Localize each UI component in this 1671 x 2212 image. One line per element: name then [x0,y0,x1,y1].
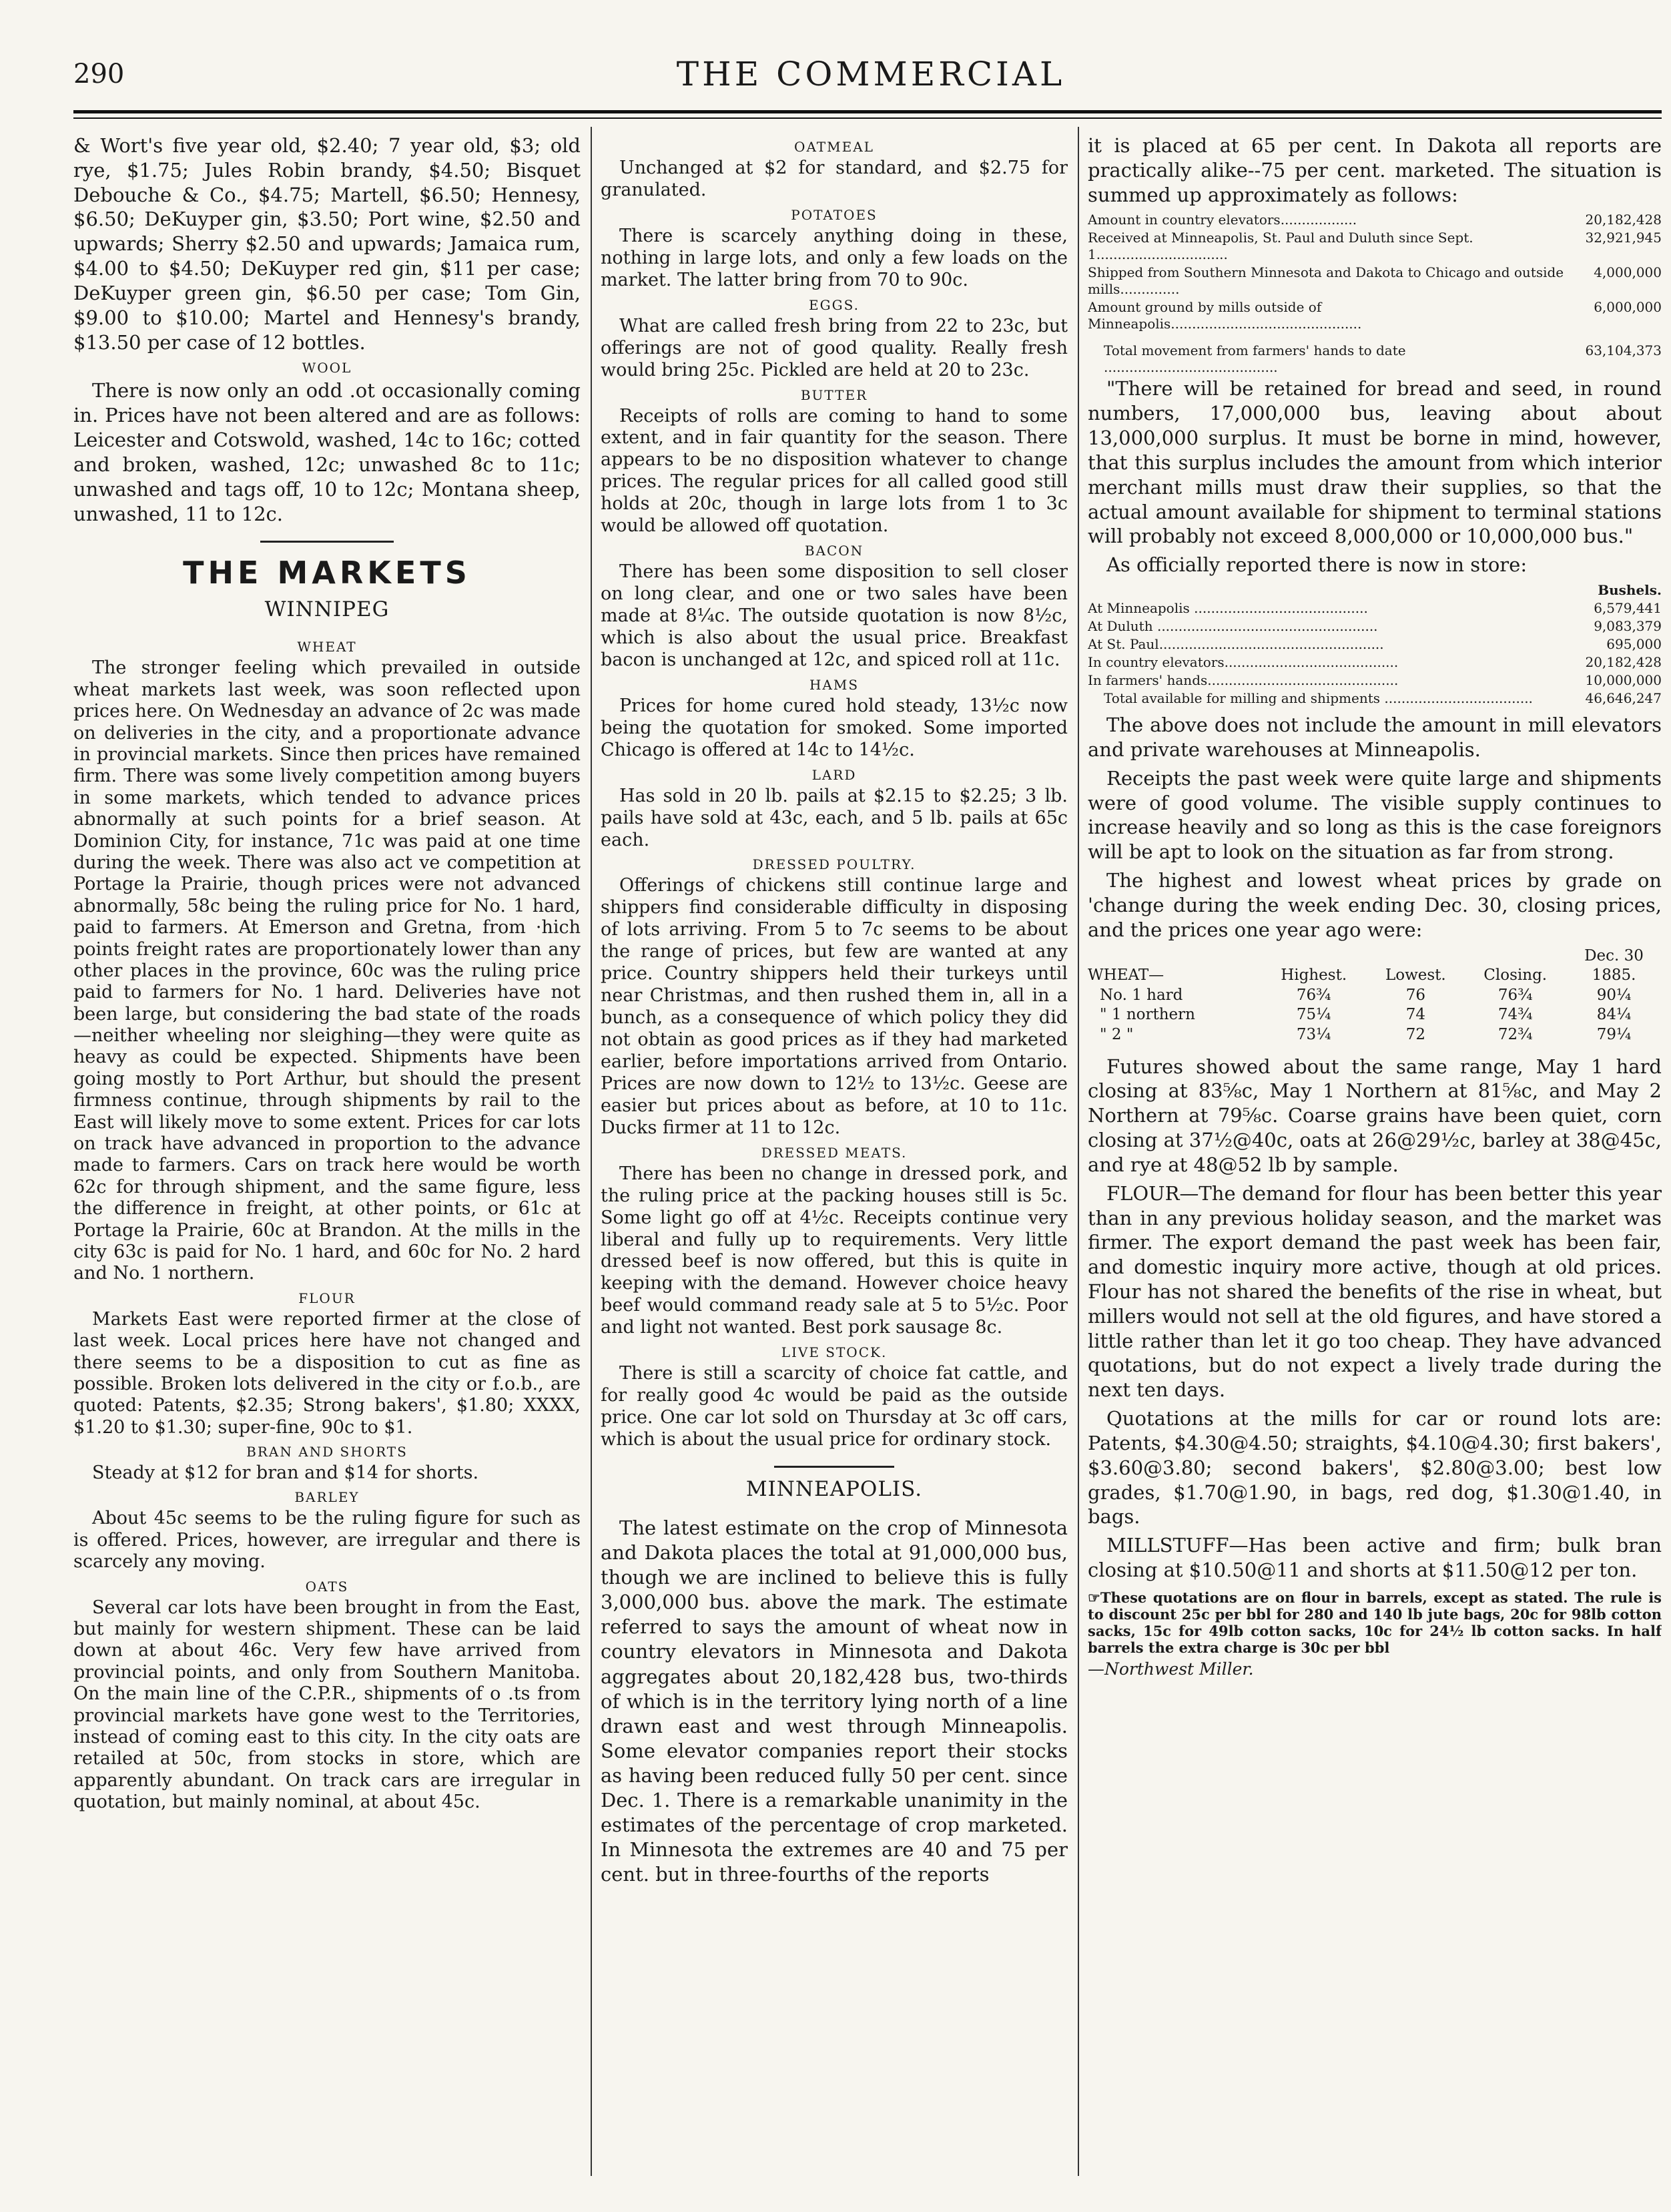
table-row: In country elevators......................................... 20,182,428 [1088,654,1662,671]
hams-paragraph: Prices for home cured hold steady, 13½c now being the quotation for smoked. Some imported Chicago is offered at 14c to 14½c. [601,695,1068,760]
poultry-paragraph: Offerings of chickens still continue large and shippers find considerable difficulty in disposing of lots arriving. From 5 to 7c seems to be about the range of prices, but few are wanted at any price. Country shippers held their turkeys until near Christmas, and then rushed them in, all in a bunch, as a consequence of which policy they did not obtain as good prices as if they had marketed earlier, before importations arrived from Ontario. Prices are now down to 12½ to 13½c. Geese are easier but prices about as before, at 10 to 11c. Ducks firmer at 11 to 12c. [601,875,1068,1138]
wool-paragraph: There is now only an odd .ot occasionally coming in. Prices have not been altered and are as follows: Leicester and Cotswold, washed, 14c to 16c; cotted and broken, washed, 12c; unwashed 8c to 11c; unwashed and tags off, 10 to 12c; Montana sheep, unwashed, 11 to 12c. [73,379,581,525]
table-row: At Duluth .................................................... 9,083,379 [1088,618,1662,635]
table-row: Total movement from farmers' hands to date ......................................... 63,104,373 [1104,342,1662,376]
column-divider [591,127,592,2176]
column-divider [1078,127,1079,2176]
mill-paragraph: The above does not include the amount in mill elevators and private warehouses at Minneapolis. [1088,714,1662,761]
table-row: Dec. 30 [1584,946,1644,964]
markets-title: THE MARKETS [183,555,471,591]
summary-table [1088,211,1662,376]
section-heading-poultry: DRESSED POULTRY. [752,856,916,873]
column-1 [73,133,581,2199]
quote-paragraph: "There will be retained for bread and seed, in round numbers, 17,000,000 bus, leaving about about 13,000,000 surplus. It must be borne in mind, however, that this surplus includes the amount from which interior merchant mills must draw their supplies, so that the actual amount available for shipment to terminal stations will probably not exceed 8,000,000 or 10,000,000 bus." [1088,377,1662,548]
table-row: Total available for milling and shipments ................................... 46,646,247 [1104,690,1662,707]
lard-paragraph: Has sold in 20 lb. pails at $2.15 to $2.25; 3 lb. pails have sold at 43c, each, and 5 lb. pails at 65c each. [601,785,1068,850]
masthead-title: THE COMMERCIAL [676,55,1066,93]
page-number: 290 [73,59,125,89]
flour-paragraph: Markets East were reported firmer at the close of last week. Local prices here have not changed and there seems to be a disposition to cut as fine as possible. Broken lots delivered in the city or f.o.b., are quoted: Patents, $2.35; Strong bakers', $1.80; XXXX, $1.20 to $1.30; super-fine, 90c to $1. [73,1308,581,1438]
section-heading-barley: BARLEY [294,1489,360,1506]
oatmeal-paragraph: Unchanged at $2 for standard, and $2.75 for granulated. [601,158,1068,200]
table-row: Shipped from Southern Minnesota and Dakota to Chicago and outside mills.............. 4,000,000 [1088,264,1662,298]
section-heading-livestock: LIVE STOCK. [781,1344,888,1361]
section-heading-wheat: WHEAT [297,639,357,655]
footnote: ☞These quotations are on flour in barrels, except as stated. The rule is to discount 25c per bbl for 280 and 140 lb jute bags, 20c for 98lb cotton sacks, 15c for 49lb cotton sacks, 10c for 24½ lb cotton sacks. In half barrels the extra charge is 30c per bbl [1088,1589,1662,1657]
section-heading-eggs: EGGS. [809,296,860,313]
section-heading-hams: HAMS [809,676,860,693]
section-heading-meats: DRESSED MEATS. [761,1144,908,1161]
quotations-paragraph: Quotations at the mills for car or round lots are: Patents, $4.30@4.50; straights, $4.10@4.30; first bakers', $3.60@3.80; second bakers', $2.80@3.00; best low grades, $1.70@1.90, in bags, red dog, $1.30@1.40, in bags. [1088,1407,1662,1529]
liquor-prices-paragraph: & Wort's five year old, $2.40; 7 year old, $3; old rye, $1.75; Jules Robin brandy, $4.50; Bisquet Debouche & Co., $4.75; Martell, $6.50; Hennesy, $6.50; DeKuyper gin, $3.50; Port wine, $2.50 and upwards; Sherry $2.50 and upwards; Jamaica rum, $4.00 to $4.50; DeKuyper red gin, $11 per case; DeKuyper green gin, $6.50 per case; Tom Gin, $9.00 to $10.00; Martel and Hennesy's brandy, $13.50 per case of 12 bottles. [73,134,581,354]
table-row: " 2 " 73¼ 72 72¾ 79¼ [1100,1025,1632,1043]
butter-paragraph: Receipts of rolls are coming to hand to some extent, and in fair quantity for the season. There appears to be no disposition whatever to change prices. The regular prices for all called good still holds at 20c, though in large lots from 1 to 3c would be allowed off quotation. [601,405,1068,537]
millstuff-paragraph: MILLSTUFF—Has been active and firm; bulk bran closing at $10.50@11 and shorts at $11.50@12 per ton. [1088,1534,1662,1582]
column-2 [601,133,1068,2199]
section-heading-bran: BRAN AND SHORTS [246,1444,408,1460]
table-row: Amount ground by mills outside of Minneapolis............................................. 6,000,000 [1088,299,1662,332]
table-row: WHEAT— Highest. Lowest. Closing. 1885. [1088,966,1636,985]
table-row: Bushels. [1598,582,1662,599]
column-3 [1088,133,1662,2199]
flour-paragraph: FLOUR—The demand for flour has been better this year than in any previous holiday season, and the market was firmer. The export demand the past week has been fair, and domestic inquiry more active, though at old prices. Flour has not shared the benefits of the rise in wheat, but millers would not sell at the old figures, and have stored a little rather than let it go too cheap. They have advanced quotations, but do not expect a lively trade during the next ten days. [1088,1181,1662,1402]
page-header [73,55,1668,99]
bacon-paragraph: There has been some disposition to sell closer on long clear, and one or two sales have been made at 8¼c. The outside quotation is now 8½c, which is also about the usual price. Breakfast bacon is unchanged at 12c, and spiced roll at 11c. [601,561,1068,670]
section-heading-lard: LARD [811,766,857,783]
prices-intro: The highest and lowest wheat prices by grade on 'change during the week ending Dec. 30, closing prices, and the prices one year ago were: [1088,869,1662,941]
section-heading-flour: FLOUR [298,1290,356,1306]
table-row: At St. Paul..................................................... 695,000 [1088,636,1662,653]
potatoes-paragraph: There is scarcely anything doing in these, nothing in large lots, and only a few loads on the market. The latter bring from 70 to 90c. [601,225,1068,290]
table-row: Amount in country elevators.................. 20,182,428 [1088,212,1662,228]
livestock-paragraph: There is still a scarcity of choice fat cattle, and for really good 4c would be paid as the outside price. One car lot sold on Thursday at 3c off cars, which is about the usual price for ordinary stock. [601,1363,1068,1450]
header-rule [73,110,1662,113]
section-heading-oats: OATS [305,1578,349,1595]
minneapolis-title: MINNEAPOLIS. [745,1476,923,1501]
table-row: No. 1 hard 76¾ 76 76¾ 90¼ [1100,986,1632,1004]
section-heading-butter: BUTTER [800,386,868,403]
table-row: In farmers' hands............................................. 10,000,000 [1088,672,1662,689]
barley-paragraph: About 45c seems to be the ruling figure for such as is offered. Prices, however, are irregular and there is scarcely any moving. [73,1508,581,1573]
bran-paragraph: Steady at $12 for bran and $14 for shorts. [92,1462,479,1484]
stocks-table [1088,581,1662,708]
section-rule [260,541,394,543]
receipts-paragraph: Receipts the past week were quite large and shipments were of good volume. The visible supply continues to increase heavily and so long as this is the case foreignors will be apt to look on the situation as far from strong. [1088,766,1662,864]
section-heading-wool: WOOL [302,360,352,376]
header-rule-thin [73,117,1662,119]
futures-paragraph: Futures showed about the same range, May 1 hard closing at 83⅝c, May 1 Northern at 81⅝c, and May 2 Northern at 79⅝c. Coarse grains have been quiet, corn closing at 37½@40c, oats at 26@29½c, barley at 38@45c, and rye at 48@52 lb by sample. [1088,1055,1662,1176]
table-row: " 1 northern 75¼ 74 74¾ 84¼ [1100,1006,1632,1024]
table-row: Received at Minneapolis, St. Paul and Duluth since Sept. 1............................... 32,921,945 [1088,230,1662,263]
wheat-paragraph: The stronger feeling which prevailed in outside wheat markets last week, was soon reflected upon prices here. On Wednesday an advance of 2c was made on deliveries in the city, and a proportionate advance in provincial markets. Since then prices have remained firm. There was some lively competition among buyers in some markets, which tended to advance prices abnormally at such points for a brief season. At Dominion City, for instance, 71c was paid at one time during the week. There was also act ve competition at Portage la Prairie, though prices were not advanced abnormally, 58c being the ruling price for No. 1 hard, paid to farmers. At Emerson and Gretna, from ·hich points freight rates are proportionately lower than any other places in the province, 60c was the ruling price paid to farmers for No. 1 hard. Deliveries have not been large, but considering the bad state of the roads—neither wheeling nor sleighing—they were quite as heavy as could be expected. Shipments have been going mostly to Port Arthur, but should the present firmness continue, through shipments by rail to the East will likely move to some extent. Prices for car lots on track have advanced in proportion to the advance made to farmers. Cars on track here would be worth 62c for through shipment, and the same figure, less the difference in freight, at other points, or 61c at Portage la Prairie, 60c at Brandon. At the mills in the city 63c is paid for No. 1 hard, and 60c for No. 2 hard and No. 1 northern. [73,657,581,1284]
table-row: At Minneapolis ......................................... 6,579,441 [1088,600,1662,617]
section-heading-bacon: BACON [804,543,864,559]
minneapolis-paragraph: The latest estimate on the crop of Minnesota and Dakota places the total at 91,000,000 bus, though we are inclined to believe this is fully 3,000,000 bus. above the mark. The estimate referred to says the amount of wheat now in country elevators in Minnesota and Dakota aggregates about 20,182,428 bus, two-thirds of which is in the territory lying north of a line drawn east and west through Minneapolis. Some elevator companies report their stocks as having been reduced fully 50 per cent. since Dec. 1. There is a remarkable unanimity in the estimates of the percentage of crop marketed. In Minnesota the extremes are 40 and 75 per cent. but in three-fourths of the reports [601,1516,1068,1886]
wheat-price-table [1088,946,1662,1045]
crop-paragraph: it is placed at 65 per cent. In Dakota all reports are practically alike--75 per cent. marketed. The situation is summed up approximately as follows: [1088,134,1662,206]
section-rule [774,1466,894,1468]
source-credit: —Northwest Miller. [1088,1659,1254,1679]
winnipeg-title: WINNIPEG [264,597,390,622]
oats-paragraph: Several car lots have been brought in from the East, but mainly for western shipment. These can be laid down at about 46c. Very few have arrived from provincial points, and only from Southern Manitoba. On the main line of the C.P.R., shipments of o .ts from provincial markets have gone west to the Territories, instead of coming east to this city. In the city oats are retailed at 50c, from stocks in store, which are apparently abundant. On track cars are irregular in quotation, but mainly nominal, at about 45c. [73,1597,581,1813]
eggs-paragraph: What are called fresh bring from 22 to 23c, but offerings are not of good quality. Really fresh would bring 25c. Pickled are held at 20 to 23c. [601,315,1068,380]
meats-paragraph: There has been no change in dressed pork, and the ruling price at the packing houses still is 5c. Some light go off at 4½c. Receipts continue very liberal and fully up to requirements. Very little dressed beef is now offered, but this is quite in keeping with the demand. However choice heavy beef would command ready sale at 5 to 5½c. Poor and light not wanted. Best pork sausage 8c. [601,1163,1068,1338]
store-intro: As officially reported there is now in store: [1106,553,1528,577]
section-heading-potatoes: POTATOES [791,206,878,223]
section-heading-oatmeal: OATMEAL [794,139,874,155]
